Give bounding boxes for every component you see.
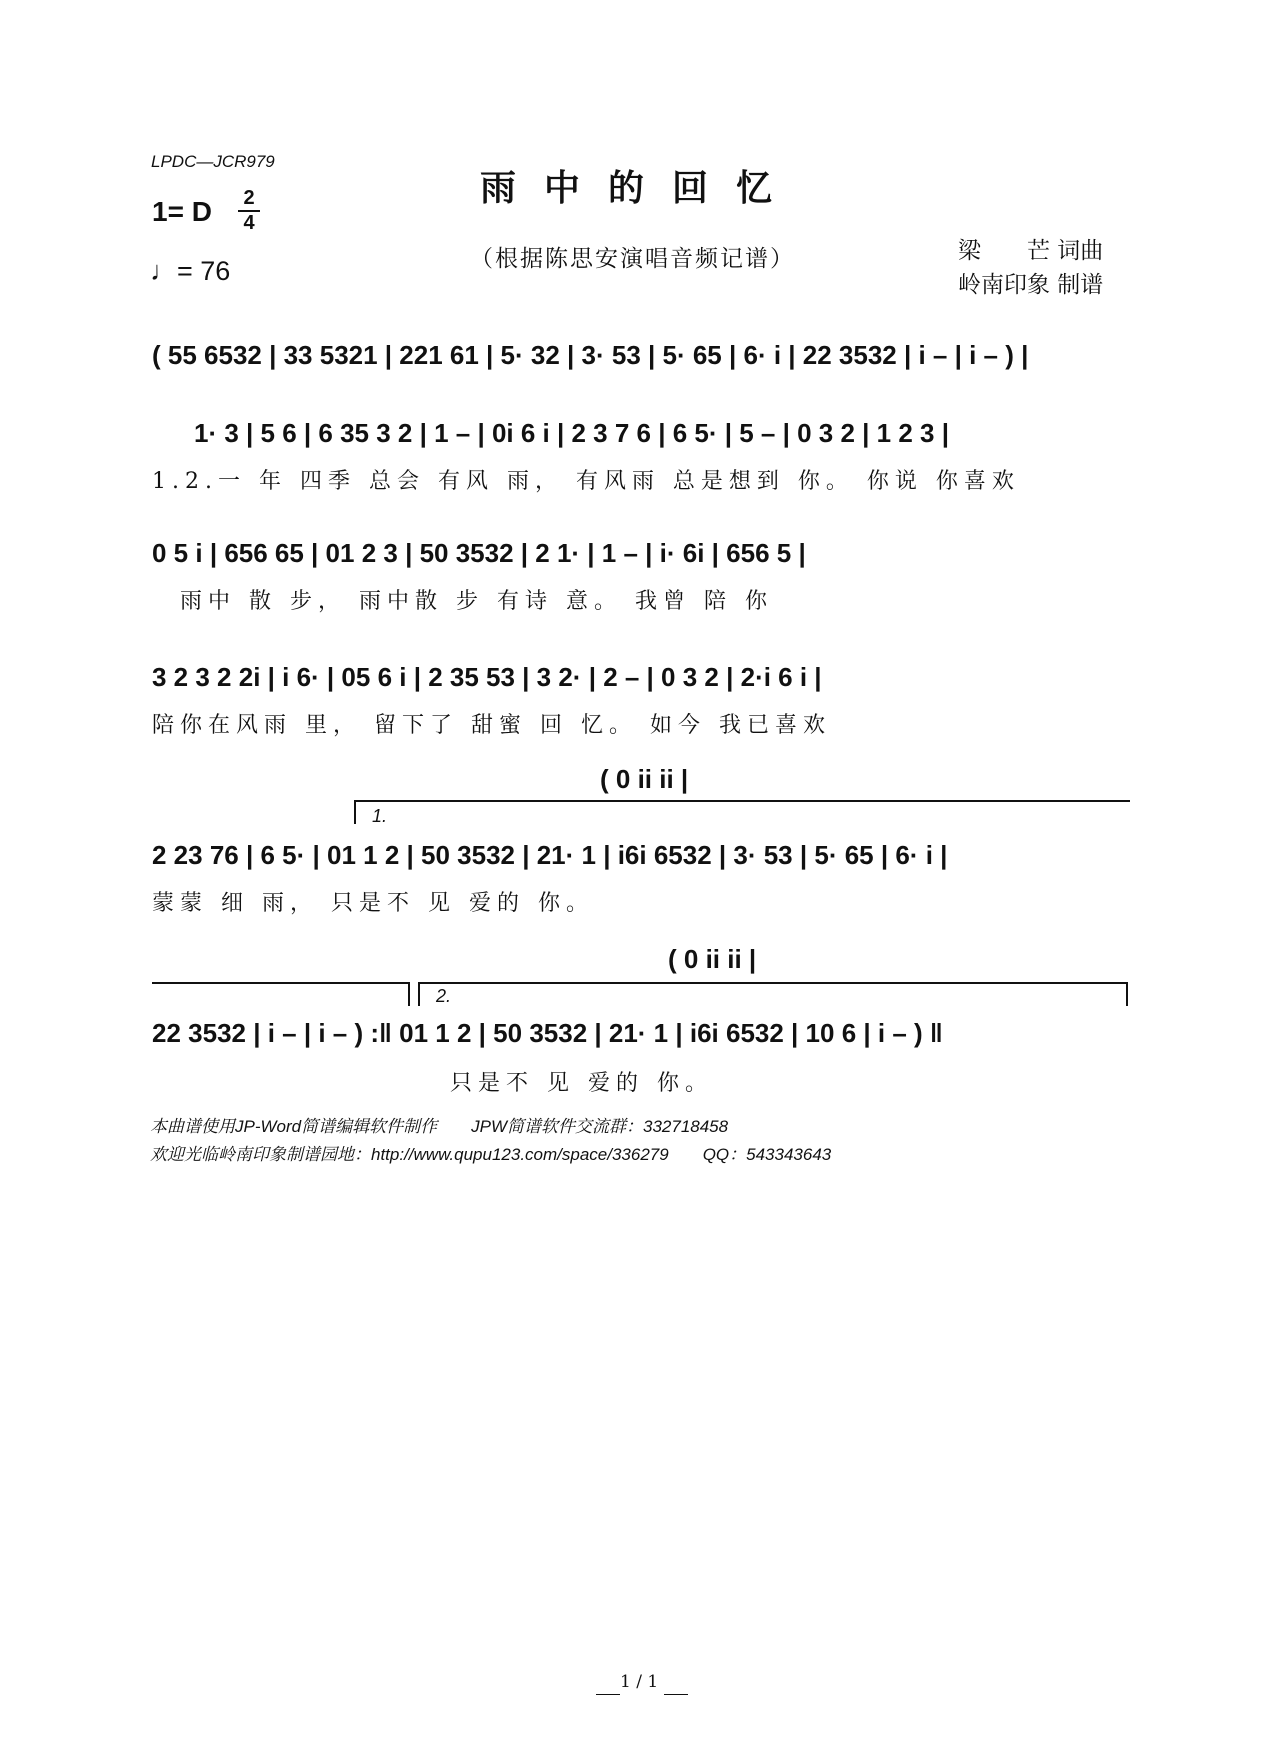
lyric-row-4: 陪你在风雨 里， 留下了 甜蜜 回 忆。 如今 我已喜欢	[152, 713, 831, 738]
score-row-4: 3 2 3 2 2i | i 6· | 05 6 i | 2 35 53 | 3 2· | 2 – | 0 3 2 | 2·i 6 i |	[152, 662, 822, 692]
score-row-5: 2 23 76 | 6 5· | 01 1 2 | 50 3532 | 21· 1 | i6i 6532 | 3· 53 | 5· 65 | 6· i |	[152, 840, 948, 870]
tempo-marking: ♩= 76	[150, 256, 231, 286]
ending-bracket-1-left	[354, 800, 356, 824]
score-row-6: 22 3532 | i – | i – ) :‖ 01 1 2 | 50 3532 | 21· 1 | i6i 6532 | 10 6 | i – ) ‖	[152, 1018, 943, 1048]
lyric-row-3: 雨中 散 步， 雨中散 步 有诗 意。 我曾 陪 你	[180, 589, 773, 614]
ending-bracket-2-left	[418, 982, 420, 1006]
ending-1-label: 1.	[372, 806, 388, 826]
footer-website-note: 欢迎光临岭南印象制谱园地：http://www.qupu123.com/space/336279 QQ：543343643	[150, 1145, 832, 1164]
ending-bracket-first-tail	[152, 982, 410, 984]
page-number: 1 / 1	[620, 1672, 659, 1692]
ending-bracket-1	[354, 800, 1130, 802]
score-row-3: 0 5 i | 656 65 | 01 2 3 | 50 3532 | 2 1· | 1 – | i· 6i | 656 5 |	[152, 538, 806, 568]
ending-2-label: 2.	[436, 986, 452, 1006]
interlude-1: ( 0 ii ii |	[600, 764, 689, 794]
lyric-row-6: 只是不 见 爱的 你。	[450, 1071, 713, 1096]
author-credit: 梁 芒 词曲	[958, 238, 1104, 264]
page-number-underline-left	[596, 1694, 620, 1695]
lyric-row-2: 1.2.一 年 四季 总会 有风 雨， 有风雨 总是想到 你。 你说 你喜欢	[152, 469, 1020, 494]
page-title: 雨中的回忆	[480, 167, 801, 209]
interlude-2: ( 0 ii ii |	[668, 944, 757, 974]
meter-bottom: 4	[243, 212, 255, 234]
score-row-2: 1· 3 | 5 6 | 6 35 3 2 | 1 – | 0i 6 i | 2 3 7 6 | 6 5· | 5 – | 0 3 2 | 1 2 3 |	[194, 418, 949, 448]
lyric-row-5: 蒙蒙 细 雨， 只是不 见 爱的 你。	[152, 891, 594, 916]
meter-top: 2	[243, 187, 255, 209]
subtitle: （根据陈思安演唱音频记谱）	[470, 246, 795, 272]
arranger-credit: 岭南印象 制谱	[958, 272, 1104, 298]
score-code: LPDC—JCR979	[151, 152, 275, 171]
footer-software-note: 本曲谱使用JP-Word简谱编辑软件制作 JPW简谱软件交流群：332718458	[150, 1117, 729, 1136]
ending-bracket-2-right	[1126, 982, 1128, 1006]
score-row-1: ( 55 6532 | 33 5321 | 221 61 | 5· 32 | 3· 53 | 5· 65 | 6· i | 22 3532 | i – | i – ) |	[152, 340, 1029, 370]
time-signature	[238, 188, 260, 234]
key-signature: 1= D	[152, 196, 212, 227]
ending-bracket-first-end	[408, 982, 410, 1006]
page-number-underline-right	[664, 1694, 688, 1695]
ending-bracket-2	[418, 982, 1128, 984]
